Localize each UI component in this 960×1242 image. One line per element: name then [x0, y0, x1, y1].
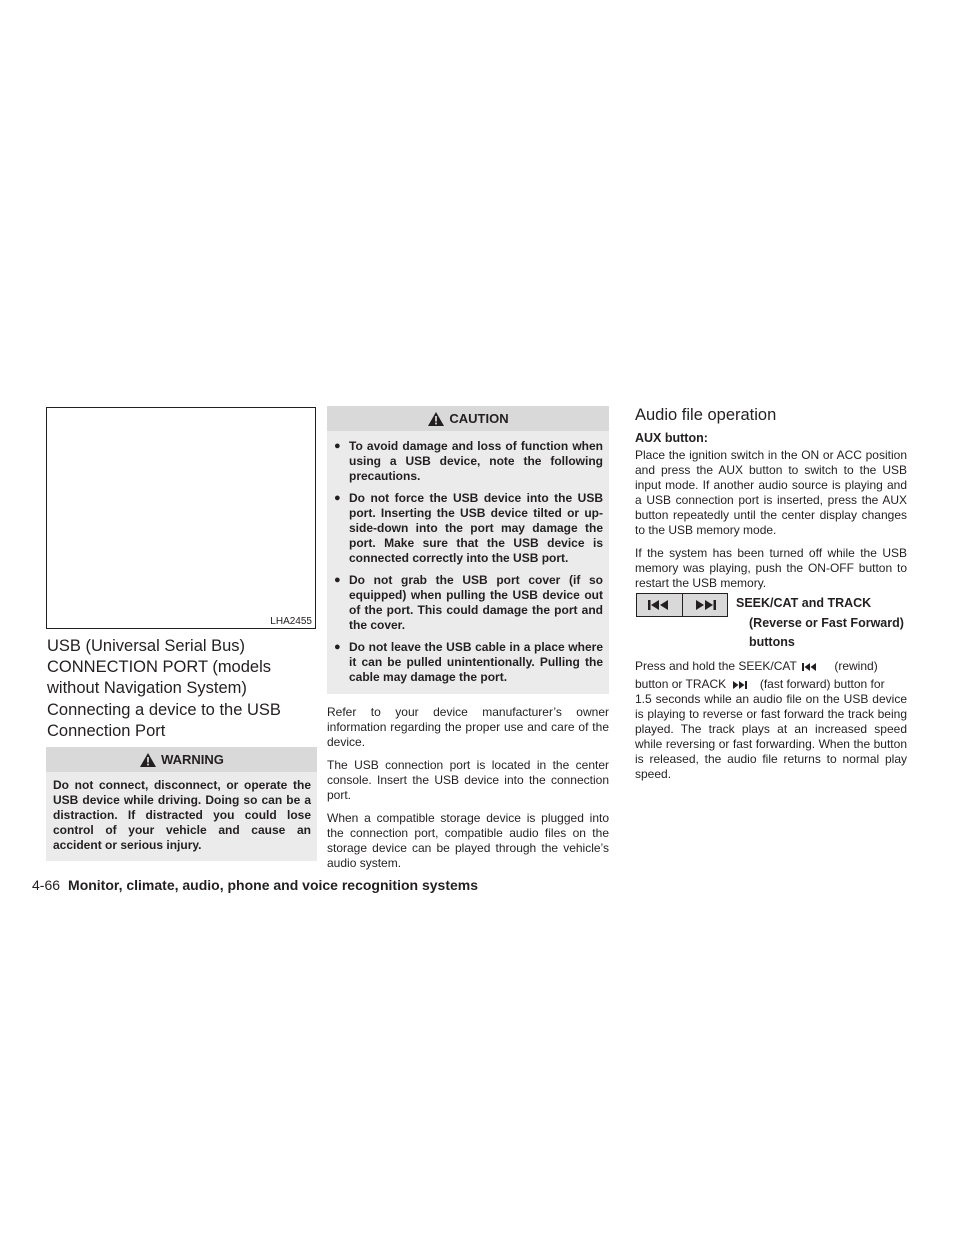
seek-label-line2: (Reverse or Fast Forward)	[749, 616, 904, 630]
section-heading: USB (Universal Serial Bus) CONNECTION PORT (models without Navigation System)	[47, 637, 272, 697]
warning-box	[46, 747, 317, 861]
page-footer	[32, 877, 478, 893]
sub-heading: Connecting a device to the USB Connection Port	[47, 701, 281, 740]
press-line2	[635, 677, 907, 692]
caution-list	[334, 439, 603, 685]
rewind-button-graphic	[637, 594, 682, 616]
paragraph: The USB connection port is located in the center console. Insert the USB device into the connection port.	[327, 758, 609, 802]
figure-code: LHA2455	[270, 616, 312, 627]
fast-forward-glyph-icon	[732, 680, 747, 690]
fast-forward-button-graphic	[682, 594, 728, 616]
page-number: 4-66	[32, 877, 61, 893]
warning-title: WARNING	[161, 752, 224, 767]
audio-heading: Audio file operation	[635, 406, 777, 424]
warning-header	[46, 747, 317, 772]
caution-item: ● To avoid damage and loss of function when using a USB device, note the following precautions.	[334, 439, 603, 484]
paragraph: If the system has been turned off while the USB memory was playing, push the ON-OFF button to restart the USB memory.	[635, 546, 907, 590]
press-text: button or TRACK	[635, 677, 727, 691]
press-text: Press and hold the SEEK/CAT	[635, 659, 797, 673]
warning-icon	[139, 752, 157, 768]
caution-item: ● Do not force the USB device into the USB port. Inserting the USB device tilted or up-side-down into the port may damage the port. Make sure that the USB device is connected correctly into the USB port.	[334, 491, 603, 566]
caution-box	[327, 406, 609, 694]
caution-item: ● Do not leave the USB cable in a place where it can be pulled unintentionally. Pulling the cable may damage the port.	[334, 640, 603, 685]
seek-label-line3: buttons	[749, 635, 795, 649]
caution-icon	[427, 411, 445, 427]
paragraph: Refer to your device manufacturer’s owner information regarding the proper use and care of the device.	[327, 705, 609, 749]
caution-item: ● Do not grab the USB port cover (if so equipped) when pulling the USB device out of the port. This could damage the port and the cover.	[334, 573, 603, 633]
seek-track-buttons	[636, 593, 728, 617]
seek-label-line1: SEEK/CAT and TRACK	[736, 596, 872, 610]
rewind-glyph-icon	[802, 662, 817, 672]
paragraph: When a compatible storage device is plugged into the connection port, compatible audio files on the storage device can be played through the vehicle’s audio system.	[327, 811, 609, 870]
aux-text	[635, 448, 907, 599]
chapter-title: Monitor, climate, audio, phone and voice recognition systems	[68, 877, 478, 893]
fast-forward-icon	[693, 599, 717, 611]
press-text: (fast forward) button for	[759, 677, 885, 691]
press-text: (rewind)	[834, 659, 878, 673]
paragraph: Place the ignition switch in the ON or ACC position and press the AUX button to switch to the USB input mode. If another audio source is playing and a USB connection port is inserted, press the AUX button repeatedly until the center display changes to the USB memory mode.	[635, 448, 907, 537]
rewind-icon	[647, 599, 671, 611]
aux-label: AUX button:	[635, 431, 708, 445]
press-line1	[635, 659, 907, 674]
figure-frame	[46, 407, 316, 629]
col2-text	[327, 705, 609, 879]
caution-header	[327, 406, 609, 431]
warning-text: Do not connect, disconnect, or operate the USB device while driving. Doing so can be a distraction. If distracted you could lose control of your vehicle and cause an accident or serious injury.	[46, 772, 317, 861]
press-rest: 1.5 seconds while an audio file on the USB device is playing to reverse or fast forward the track being played. The track plays at an increased speed while reversing or fast forwarding. When the button is released, the audio file returns to normal play speed.	[635, 692, 907, 781]
caution-body	[327, 431, 609, 694]
caution-title: CAUTION	[449, 411, 509, 426]
